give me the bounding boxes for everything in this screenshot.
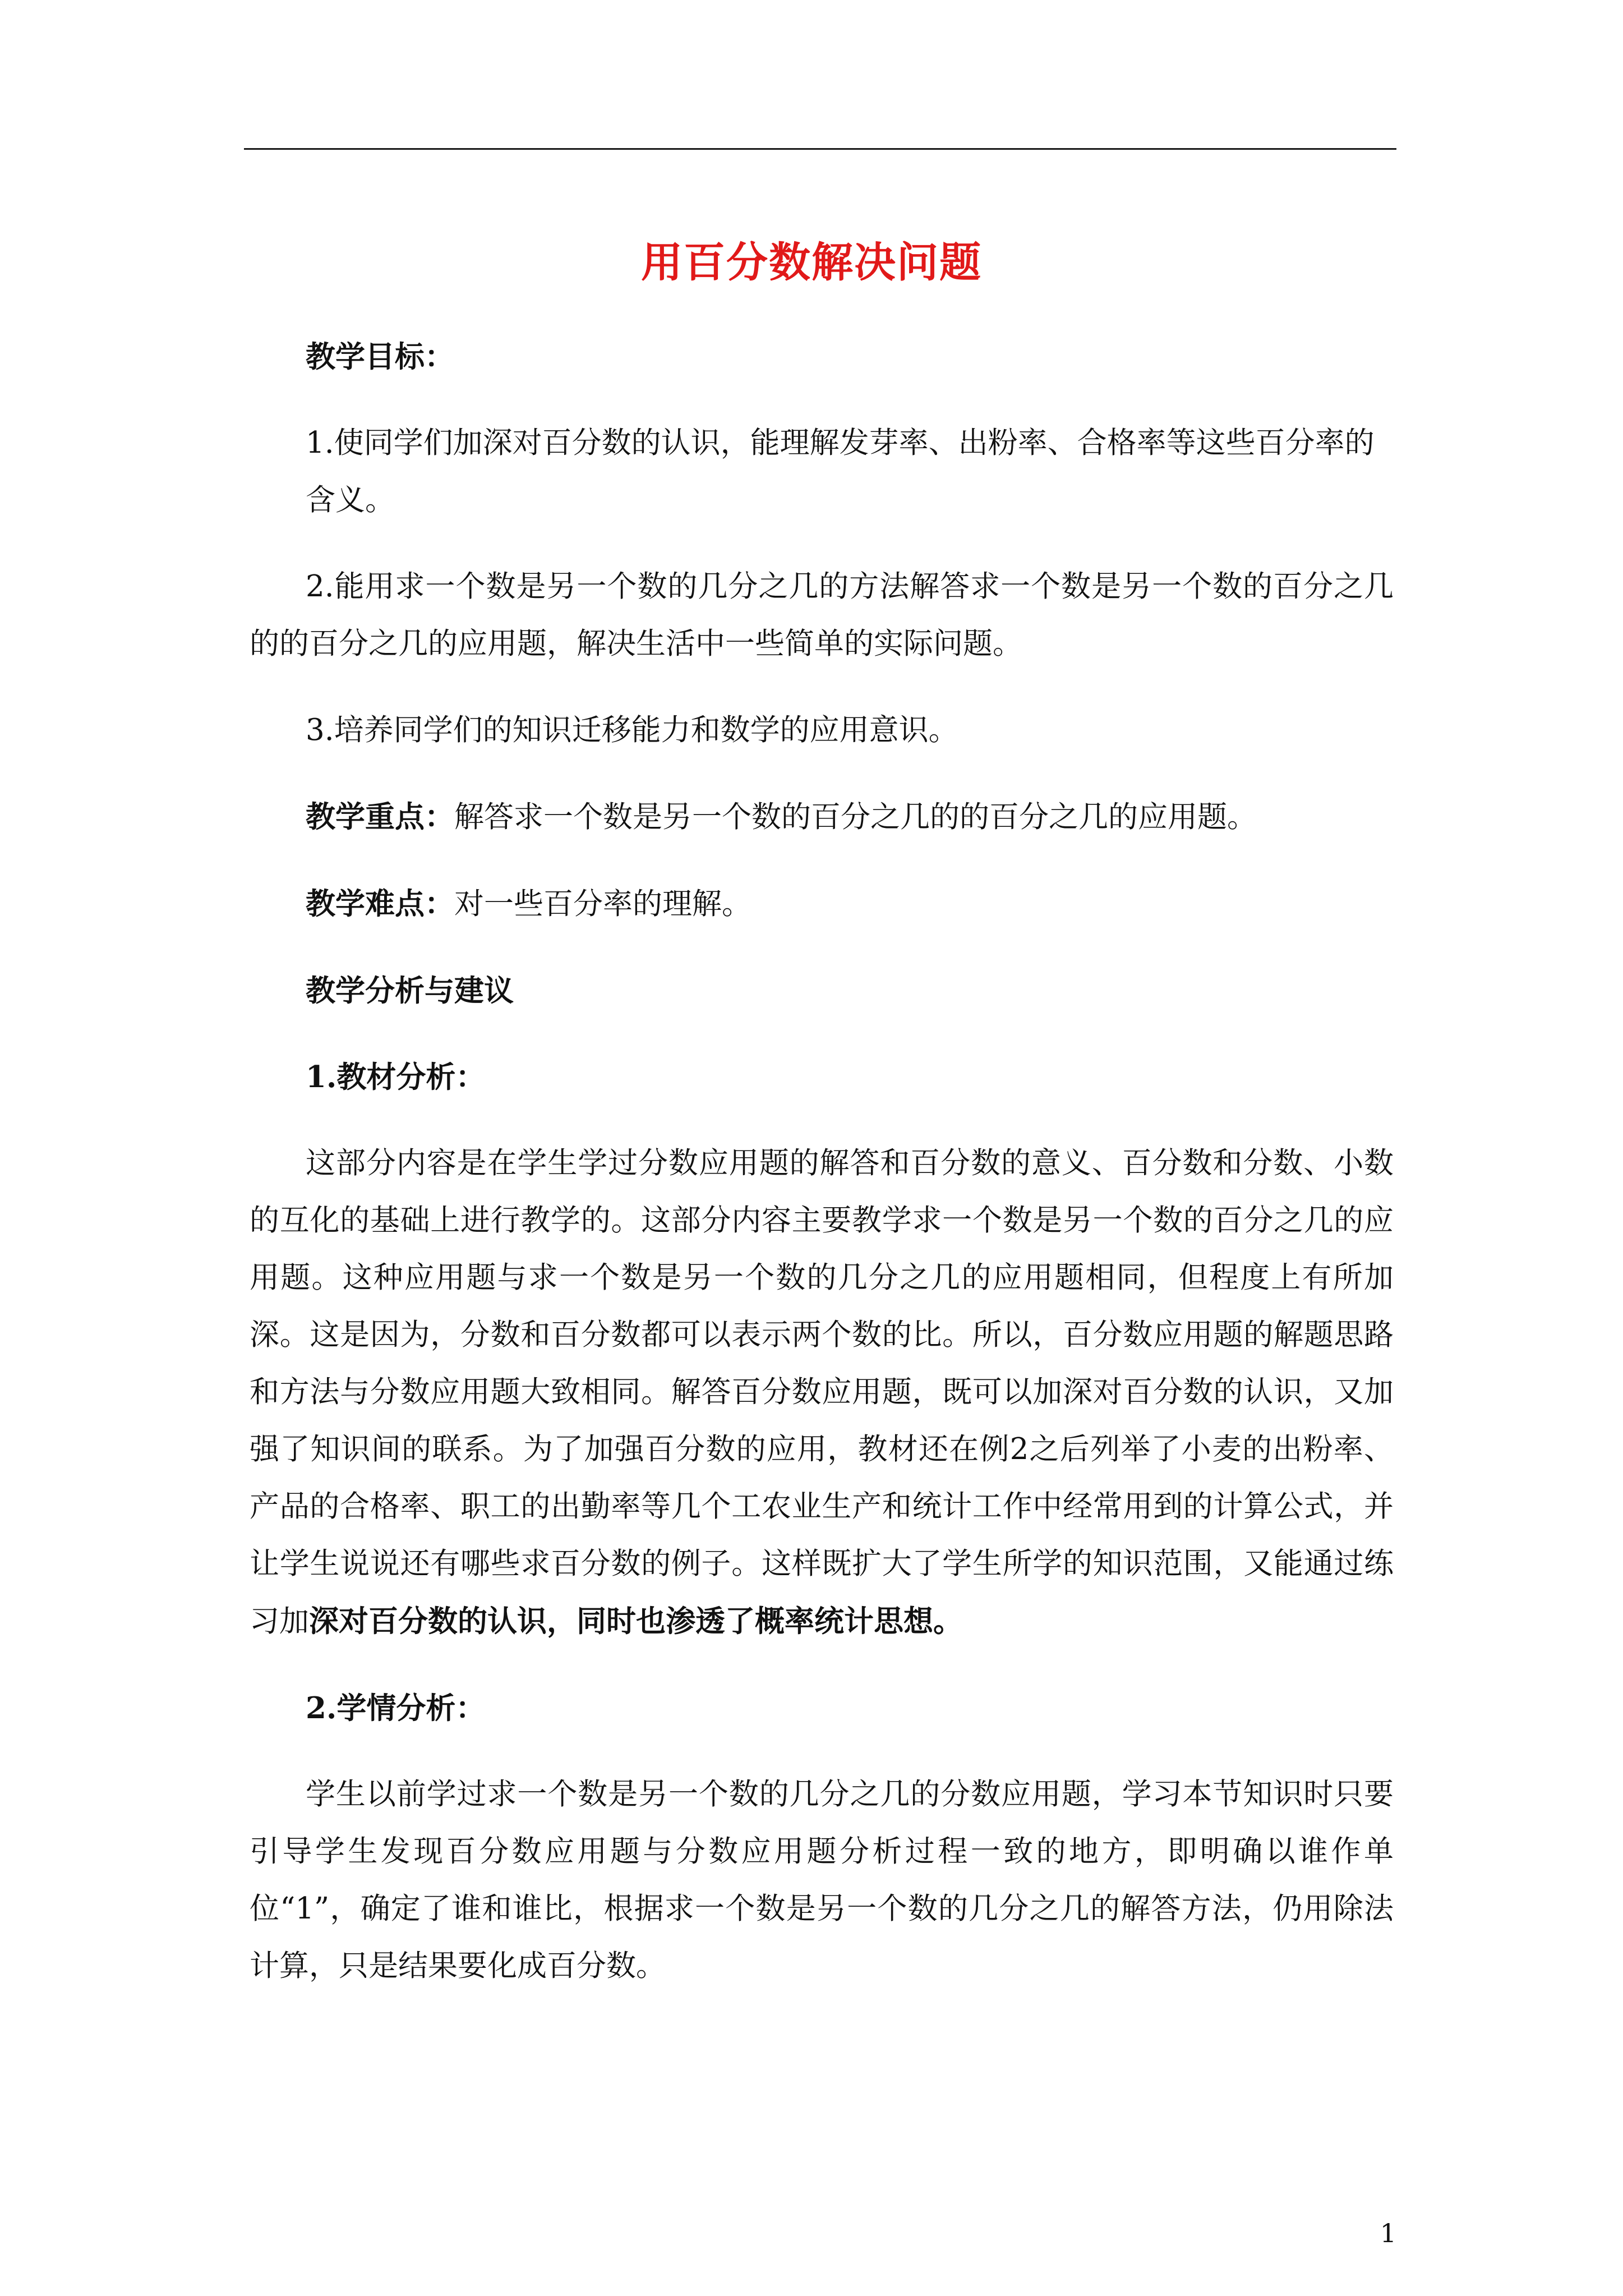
difficulty <box>250 875 1394 933</box>
objectives-heading: 教学目标： <box>306 339 454 374</box>
key-point-label: 教学重点： <box>306 799 454 834</box>
objective-3: 3.培养同学们的知识迁移能力和数学的应用意识。 <box>306 713 958 747</box>
learning-analysis-heading: 2.学情分析： <box>306 1691 486 1726</box>
objective-2: 2.能用求一个数是另一个数的几分之几的方法解答求一个数是另一个数的百分之几的的百分之几的应用题，解决生活中一些简单的实际问题。 <box>250 569 1394 661</box>
textbook-paragraph-bold-text: 深对百分数的认识，同时也渗透了概率统计思想。 <box>309 1604 963 1639</box>
header-rule <box>244 148 1396 150</box>
textbook-analysis-heading: 1.教材分析： <box>306 1060 486 1094</box>
textbook-paragraph-text: 这部分内容是在学生学过分数应用题的解答和百分数的意义、百分数和分数、小数的互化的基础上进行教学的。这部分内容主要教学求一个数是另一个数的百分之几的应用题。这种应用题与求一个数是另一个数的几分之几的应用题相同，但程度上有所加深。这是因为，分数和百分数都可以表示两个数的比。所以，百分数应用题的解题思路和方法与分数应用题大致相同。解答百分数应用题，既可以加深对百分数的认识，又加强了知识间的联系。为了加强百分数的应用，教材还在例2之后列举了小麦的出粉率、产品的合格率、职工的出勤率等几个工农业生产和统计工作中经常用到的计算公式，并让学生说说还有哪些求百分数的例子。这样既扩大了学生所学的知识范围，又能通过练习加 <box>250 1146 1394 1639</box>
key-point-text: 解答求一个数是另一个数的百分之几的的百分之几的应用题。 <box>454 800 1257 834</box>
difficulty-label: 教学难点： <box>306 886 454 921</box>
textbook-analysis-paragraph <box>250 1135 1394 1650</box>
page-number: 1 <box>1380 2218 1396 2248</box>
analysis-heading: 教学分析与建议 <box>306 973 514 1008</box>
key-point <box>250 788 1394 846</box>
difficulty-text: 对一些百分率的理解。 <box>454 887 751 921</box>
document-body <box>250 328 1394 2024</box>
document-title: 用百分数解决问题 <box>641 238 982 287</box>
learning-analysis-paragraph: 学生以前学过求一个数是另一个数的几分之几的分数应用题，学习本节知识时只要引导学生发现百分数应用题与分数应用题分析过程一致的地方，即明确以谁作单位“1”，确定了谁和谁比，根据求一个数是另一个数的几分之几的解答方法，仍用除法计算，只是结果要化成百分数。 <box>250 1777 1394 1983</box>
objective-1: 1.使同学们加深对百分数的认识，能理解发芽率、出粉率、合格率等这些百分率的含义。 <box>306 426 1375 517</box>
